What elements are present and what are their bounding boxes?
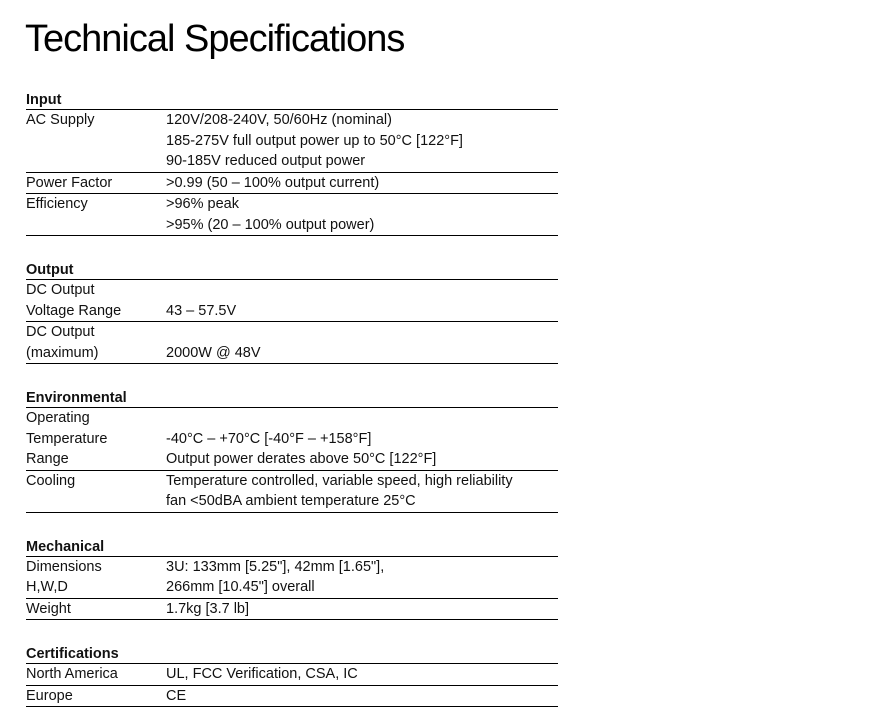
spec-label [26, 110, 166, 172]
spec-row [26, 408, 558, 471]
spec-value-line [166, 408, 558, 429]
spec-row [26, 280, 558, 322]
spec-row [26, 599, 558, 621]
spec-value-line: 120V/208-240V, 50/60Hz (nominal) [166, 112, 392, 128]
spec-label-line: DC Output [26, 324, 95, 340]
spec-value [166, 408, 558, 470]
spec-row [26, 557, 558, 599]
spec-value-line: >0.99 (50 – 100% output current) [166, 174, 380, 191]
spec-sections [26, 90, 558, 725]
spec-label-line: AC Supply [26, 112, 95, 128]
spec-section-output [26, 260, 558, 364]
spec-label-line: Voltage Range [26, 302, 122, 319]
spec-label [26, 664, 166, 685]
spec-value [166, 557, 558, 598]
spec-row [26, 471, 558, 513]
spec-label-line: Temperature [26, 430, 108, 447]
spec-label [26, 280, 166, 321]
spec-row [26, 194, 558, 236]
section-heading: Input [26, 90, 558, 110]
spec-value-line [166, 322, 558, 343]
spec-value [166, 686, 558, 707]
spec-label-line: DC Output [26, 282, 95, 298]
spec-label-line: H,W,D [26, 579, 68, 595]
spec-label-line: Europe [26, 687, 73, 704]
spec-label-line: Range [26, 451, 69, 467]
spec-value-line: 43 – 57.5V [166, 302, 237, 319]
spec-row [26, 110, 558, 173]
section-heading: Certifications [26, 644, 558, 664]
spec-value-line [166, 280, 558, 301]
spec-label [26, 322, 166, 363]
spec-value-line: 2000W @ 48V [166, 344, 261, 361]
spec-value-line: 185-275V full output power up to 50°C [122°F] [166, 132, 463, 149]
spec-value [166, 599, 558, 620]
spec-value [166, 173, 558, 194]
spec-label-line: Dimensions [26, 558, 102, 575]
spec-value-line: -40°C – +70°C [-40°F – +158°F] [166, 430, 372, 447]
spec-value-line: UL, FCC Verification, CSA, IC [166, 666, 358, 682]
spec-row [26, 322, 558, 364]
section-heading: Output [26, 260, 558, 280]
spec-section-mechanical [26, 537, 558, 621]
spec-value [166, 664, 558, 685]
spec-label [26, 471, 166, 512]
spec-value [166, 194, 558, 235]
spec-value-line: Temperature controlled, variable speed, high reliability [166, 472, 513, 489]
section-heading: Mechanical [26, 537, 558, 557]
spec-label-line: Efficiency [26, 196, 88, 212]
spec-label [26, 557, 166, 598]
spec-row [26, 664, 558, 686]
spec-value [166, 322, 558, 363]
spec-label [26, 408, 166, 470]
spec-row [26, 686, 558, 708]
spec-value [166, 280, 558, 321]
section-heading: Environmental [26, 388, 558, 408]
spec-row [26, 173, 558, 195]
spec-label-line: North America [26, 666, 118, 682]
spec-value-line: 266mm [10.45"] overall [166, 579, 315, 595]
spec-label-line: (maximum) [26, 344, 99, 361]
spec-section-input [26, 90, 558, 236]
spec-label [26, 599, 166, 620]
spec-value-line: fan <50dBA ambient temperature 25°C [166, 493, 416, 509]
spec-section-certifications [26, 644, 558, 707]
spec-label [26, 194, 166, 235]
spec-value [166, 110, 558, 172]
spec-value [166, 471, 558, 512]
spec-label-line: Power Factor [26, 174, 113, 191]
spec-value-line: 1.7kg [3.7 lb] [166, 600, 250, 617]
spec-label [26, 173, 166, 194]
spec-label-line: Cooling [26, 472, 76, 489]
spec-label-line: Operating [26, 410, 90, 426]
page-title: Technical Specifications [25, 18, 405, 60]
spec-value-line: >96% peak [166, 196, 239, 212]
spec-value-line: Output power derates above 50°C [122°F] [166, 451, 437, 467]
spec-value-line: 90-185V reduced output power [166, 153, 366, 169]
spec-value-line: >95% (20 – 100% output power) [166, 216, 375, 233]
spec-section-environmental [26, 388, 558, 513]
spec-value-line: 3U: 133mm [5.25"], 42mm [1.65"], [166, 558, 385, 575]
spec-label [26, 686, 166, 707]
spec-value-line: CE [166, 687, 187, 704]
spec-label-line: Weight [26, 600, 71, 617]
